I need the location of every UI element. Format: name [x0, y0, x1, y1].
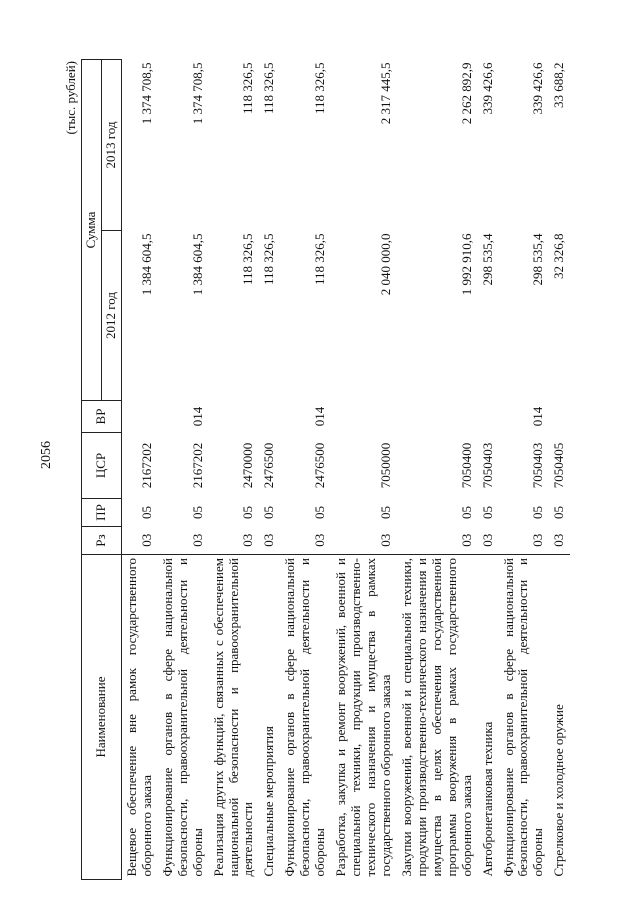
row-pr: 05 [312, 506, 328, 519]
row-vr [397, 401, 478, 433]
row-sum-2012: 1 992 910,6 [458, 233, 474, 296]
row-name: Функционирование органов в сфере национальной безопасности, правоохранительной деятельности и обороны [158, 555, 209, 880]
table-row [280, 60, 331, 880]
row-name: Автобронетанковая техника [478, 555, 499, 880]
row-pr: 05 [479, 506, 495, 519]
row-sum-2013: 1 374 708,5 [189, 62, 205, 125]
row-name: Вещевое обеспечение вне рамок государственного оборонного заказа [121, 555, 157, 880]
row-sum-2012: 1 384 604,5 [189, 233, 205, 296]
row-rz: 03 [138, 533, 154, 547]
row-csr: 7050403 [479, 442, 495, 489]
row-pr: 05 [261, 506, 277, 519]
row-pr: 05 [240, 506, 256, 519]
row-sum-2013: 33 688,2 [551, 62, 567, 108]
row-vr: 014 [530, 406, 546, 427]
row-pr: 05 [458, 506, 474, 519]
row-name: Функционирование органов в сфере национальной безопасности, правоохранительной деятельности и обороны [499, 555, 550, 880]
row-vr [549, 401, 570, 433]
unit-note: (тыс. рублей) [63, 61, 78, 135]
row-rz: 03 [261, 533, 277, 547]
row-csr: 2476500 [261, 442, 277, 489]
row-sum-2012: 298 535,4 [530, 233, 546, 286]
row-sum-2012: 2 040 000,0 [377, 233, 393, 296]
header-pr: ПР [82, 499, 122, 527]
row-name: Стрелковое и холодное оружие [549, 555, 570, 880]
row-pr: 05 [138, 506, 154, 519]
row-pr: 05 [189, 506, 205, 519]
row-sum-2013: 339 426,6 [530, 62, 546, 115]
table-row [331, 60, 397, 880]
row-sum-2012: 118 326,5 [312, 233, 328, 286]
row-vr [478, 401, 499, 433]
row-sum-2013: 339 426,6 [479, 62, 495, 115]
table-row [121, 60, 157, 880]
row-vr [121, 401, 157, 433]
row-sum-2012: 118 326,5 [261, 233, 277, 286]
row-pr: 05 [530, 506, 546, 519]
table-row [478, 60, 499, 880]
row-vr [259, 401, 280, 433]
row-vr: 014 [312, 406, 328, 427]
header-2012: 2012 год [101, 231, 121, 401]
row-name: Закупки вооружений, военной и специальной техники, продукции производственно-технического назначения и имущества в целях обеспечения государственной программы вооружения в рамках государственного оборонного заказа [397, 555, 478, 880]
row-vr: 014 [189, 406, 205, 427]
row-csr: 2476500 [312, 442, 328, 489]
row-rz: 03 [458, 533, 474, 547]
row-vr [209, 401, 260, 433]
row-csr: 7050000 [377, 442, 393, 489]
row-sum-2013: 1 374 708,5 [138, 62, 154, 125]
row-rz: 03 [189, 533, 205, 547]
row-csr: 2167202 [189, 442, 205, 489]
header-csr: ЦСР [82, 433, 122, 499]
row-name: Специальные мероприятия [259, 555, 280, 880]
row-csr: 2167202 [138, 442, 154, 489]
page-number: 2056 [39, 441, 54, 469]
table-row [158, 60, 209, 880]
row-csr: 2470000 [240, 442, 256, 489]
row-sum-2012: 118 326,5 [240, 233, 256, 286]
row-pr: 05 [377, 506, 393, 519]
row-pr: 05 [551, 506, 567, 519]
row-rz: 03 [530, 533, 546, 547]
row-csr: 7050405 [551, 442, 567, 489]
table-row [397, 60, 478, 880]
row-name: Разработка, закупка и ремонт вооружений, военной и специальной техники, продукции производственно-технического назначения и имущества в рамках государственного оборонного заказа [331, 555, 397, 880]
row-rz: 03 [377, 533, 393, 547]
row-sum-2012: 1 384 604,5 [138, 233, 154, 296]
row-rz: 03 [479, 533, 495, 547]
table-row [549, 60, 570, 880]
table-row [209, 60, 260, 880]
table-row [259, 60, 280, 880]
row-vr [331, 401, 397, 433]
header-sum: Сумма [82, 60, 102, 401]
rotated-page-content [63, 55, 567, 880]
row-sum-2013: 2 262 892,9 [458, 62, 474, 125]
row-sum-2013: 118 326,5 [312, 62, 328, 115]
header-name: Наименование [82, 555, 122, 880]
table-row [499, 60, 550, 880]
row-sum-2012: 298 535,4 [479, 233, 495, 286]
row-name: Реализация других функций, связанных с обеспечением национальной безопасности и правоохранительной деятельности [209, 555, 260, 880]
header-vr: ВР [82, 401, 122, 433]
row-rz: 03 [551, 533, 567, 547]
header-rz: Рз [82, 527, 122, 555]
row-sum-2012: 32 326,8 [551, 233, 567, 279]
row-sum-2013: 118 326,5 [261, 62, 277, 115]
row-rz: 03 [312, 533, 328, 547]
row-sum-2013: 118 326,5 [240, 62, 256, 115]
row-name: Функционирование органов в сфере национальной безопасности, правоохранительной деятельности и обороны [280, 555, 331, 880]
row-csr: 7050403 [530, 442, 546, 489]
budget-table [81, 59, 570, 880]
row-sum-2013: 2 317 445,5 [377, 62, 393, 125]
row-csr: 7050400 [458, 442, 474, 489]
row-rz: 03 [240, 533, 256, 547]
header-2013: 2013 год [101, 60, 121, 231]
